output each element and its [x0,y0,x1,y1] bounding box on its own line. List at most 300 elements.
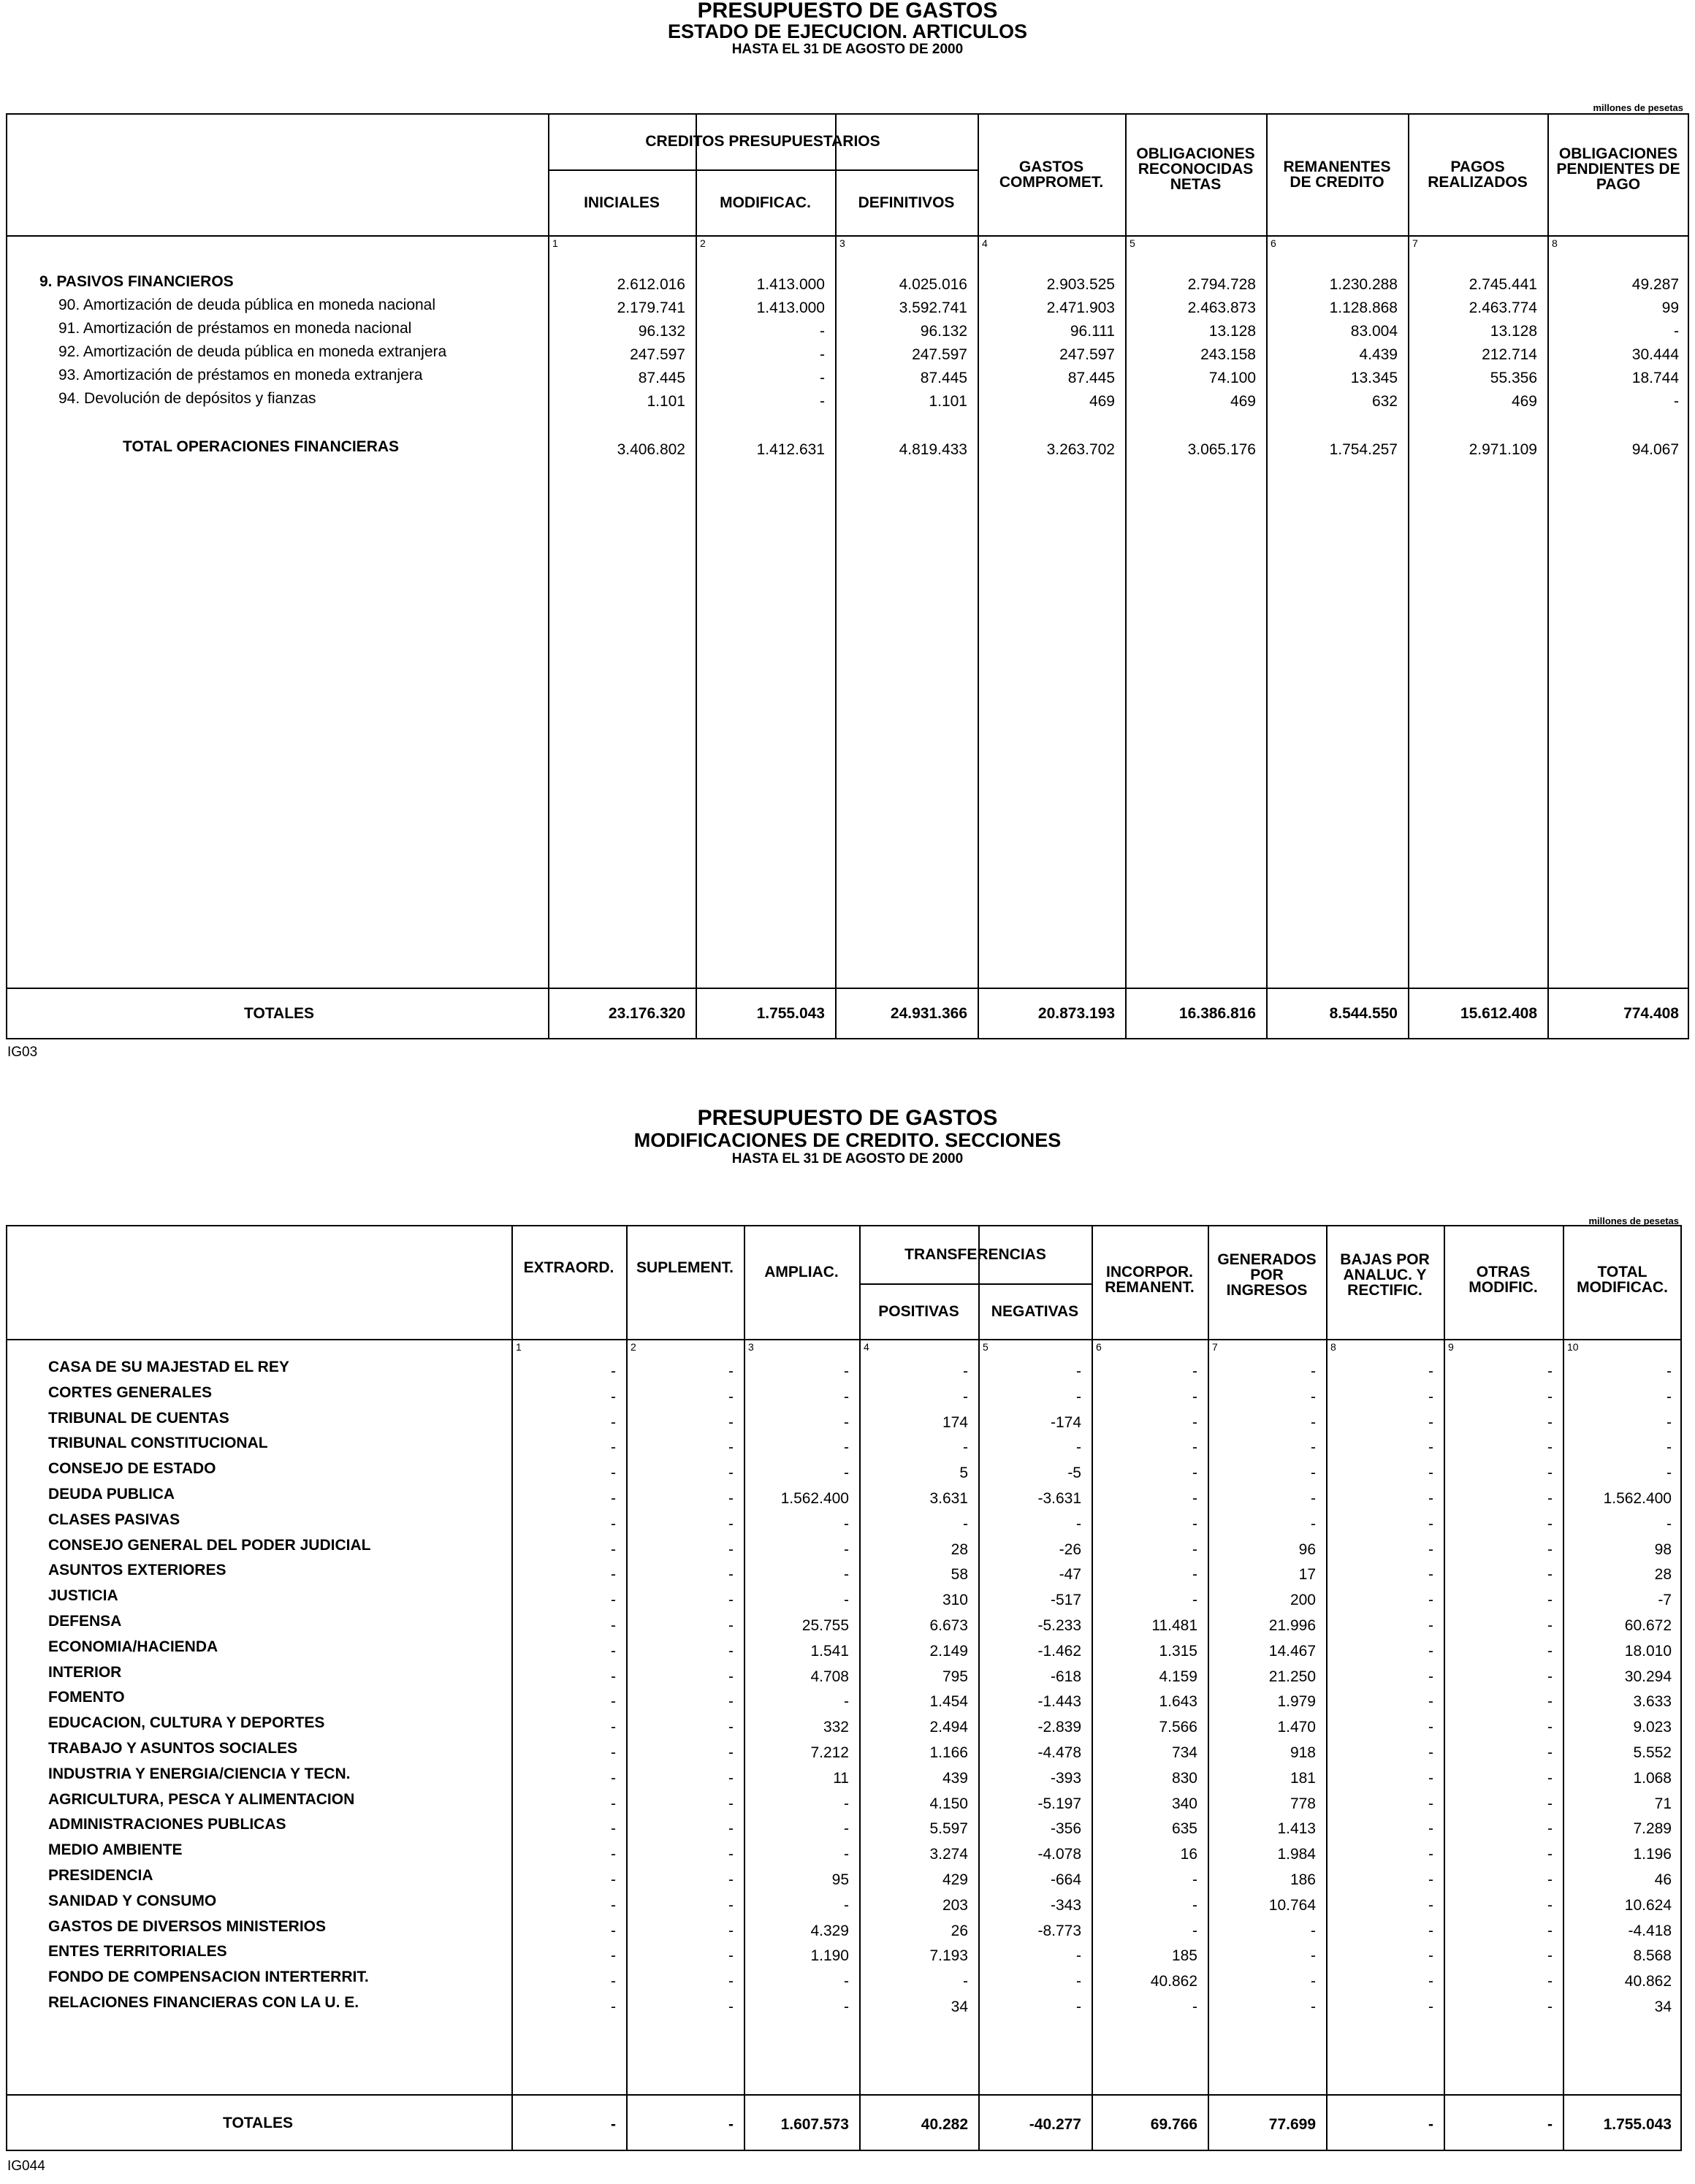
t2-cell: 2.494 [929,1719,968,1736]
t2-cell: 4.329 [810,1922,849,1939]
t2-cell: - [611,1363,616,1380]
t2-cell: - [611,1490,616,1507]
t2-cell: - [1192,1439,1197,1456]
t1-cell: - [820,370,825,386]
t2-cell: 1.541 [810,1642,849,1660]
t1-colnum: 1 [552,237,558,249]
t1-cell: 1.128.868 [1329,299,1398,316]
t2-cell: - [728,1413,734,1431]
t1-head-iniciales-line-1: INICIALES [584,194,660,211]
t1-total-cell: 16.386.816 [1178,1005,1256,1022]
t2-cell: 1.979 [1277,1693,1316,1711]
t1-header-rule [6,235,1689,237]
t2-head-suplement [626,1225,744,1310]
t2-cell: - [1547,1515,1553,1532]
t2-cell: 60.672 [1624,1617,1672,1634]
t2-cell: 1.413 [1277,1820,1316,1838]
t2-total-cell: - [611,2116,616,2133]
t2-cell: 332 [823,1719,849,1736]
t2-head-otras [1444,1225,1563,1335]
t2-cell: - [728,1744,734,1761]
t1-head-iniciales [548,169,696,235]
t2-cell: - [1547,1922,1553,1939]
t1-cell: 96.111 [1070,323,1115,340]
t2-head-generados-line-2: POR [1250,1266,1284,1283]
t1-cell: 1.413.000 [756,276,825,293]
t2-row-label: CONSEJO DE ESTADO [48,1460,216,1478]
t2-cell: - [611,1592,616,1609]
t1-head-obligaciones-line-3: NETAS [1170,176,1222,193]
t2-totals-label: TOTALES [223,2115,294,2131]
t1-total-cell: 8.544.550 [1329,1005,1398,1022]
t2-title [0,1107,1695,1129]
t2-cell: - [611,1413,616,1431]
t2-cell: - [1428,1668,1433,1685]
t2-cell: - [611,1871,616,1888]
t1-cell: 469 [1089,393,1115,410]
t1-cell: - [1674,323,1679,340]
t2-cell: - [728,1540,734,1558]
t2-cell: - [728,1363,734,1380]
t2-cell: - [844,1413,849,1431]
t2-cell: 8.568 [1633,1947,1672,1965]
t1-head-pendientes [1547,113,1689,225]
t1-total-cell: 24.931.366 [890,1005,967,1022]
t2-cell: - [728,1439,734,1456]
t2-cell: - [844,1465,849,1482]
t2-cell: - [611,1896,616,1914]
t1-row-label: 90. Amortización de deuda pública en moneda nacional [58,297,436,313]
t1-cell: 469 [1511,393,1537,410]
t2-cell: - [1547,1820,1553,1838]
t2-cell: 30.294 [1624,1668,1672,1685]
t2-cell: - [1428,1998,1433,2015]
t2-cell: -517 [1050,1592,1081,1609]
t2-cell: -664 [1050,1871,1081,1888]
t2-head-generados-line-3: INGRESOS [1226,1281,1308,1299]
t2-head-incorpor-line-1: INCORPOR. [1105,1264,1193,1280]
t1-row-label: 94. Devolución de depósitos y fianzas [58,390,316,407]
t1-cell: 99 [1661,299,1679,316]
t2-cell: 5.597 [929,1820,968,1838]
t1-cell: 96.132 [920,323,967,340]
t2-cell: - [611,1922,616,1939]
t2-cell: - [728,1871,734,1888]
t2-cell: - [611,1439,616,1456]
t1-cell: 2.971.109 [1469,441,1537,458]
t1-totals-rule [6,988,1689,989]
t1-cell: 94.067 [1631,441,1679,458]
t1-cell: 83.004 [1350,323,1398,340]
t2-cell: 3.631 [929,1490,968,1507]
t2-cell: - [1428,1820,1433,1838]
t2-cell: - [728,1846,734,1863]
t2-cell: -7 [1658,1592,1672,1609]
t2-cell: -343 [1050,1896,1081,1914]
t2-head-extraord [511,1225,626,1310]
t2-cell: 14.467 [1268,1642,1316,1660]
t2-cell: -4.418 [1628,1922,1672,1939]
t2-cell: - [1311,1973,1316,1990]
t2-cell: - [1667,1515,1672,1532]
t2-totals-rule [6,2094,1682,2096]
t2-cell: - [1192,1540,1197,1558]
t2-colnum: 1 [516,1341,522,1353]
t2-cell: 4.708 [810,1668,849,1685]
t2-cell: - [611,1668,616,1685]
t2-code: IG044 [7,2158,45,2174]
t2-head-bajas-line-3: RECTIFIC. [1347,1281,1422,1299]
t2-cell: - [1428,1922,1433,1939]
t2-cell: - [1192,1363,1197,1380]
t1-cell: 1.101 [929,393,967,410]
t2-cell: - [1428,1744,1433,1761]
t2-cell: 186 [1290,1871,1316,1888]
t2-cell: - [1192,1922,1197,1939]
t2-head-generados-line-1: GENERADOS [1217,1251,1317,1268]
t2-cell: 795 [942,1668,968,1685]
t2-cell: - [1547,1465,1553,1482]
t2-cell: - [611,1719,616,1736]
t1-title [0,0,1695,22]
t1-total-cell: 774.408 [1623,1005,1679,1022]
t2-row-label: TRIBUNAL DE CUENTAS [48,1409,229,1427]
t2-head-suplement-line-1: SUPLEMENT. [636,1259,734,1276]
t2-cell: - [1192,1388,1197,1405]
t2-row-label: SANIDAD Y CONSUMO [48,1892,217,1909]
t2-row-label: CONSEJO GENERAL DEL PODER JUDICIAL [48,1536,371,1554]
t2-cell: - [728,1566,734,1584]
t1-colnum: 4 [982,237,988,249]
t1-cell: 2.463.873 [1187,299,1256,316]
t2-head-otras-line-1: OTRAS [1476,1264,1531,1280]
t2-date-text: HASTA EL 31 DE AGOSTO DE 2000 [731,1151,964,1167]
t2-cell: - [844,1566,849,1584]
t2-cell: 25.755 [801,1617,849,1634]
t2-cell: - [1547,1566,1553,1584]
t2-cell: 340 [1171,1795,1197,1812]
t2-cell: - [1428,1363,1433,1380]
t2-cell: - [728,1668,734,1685]
t2-cell: - [1667,1465,1672,1482]
t2-cell: - [1428,1439,1433,1456]
t1-cell: 18.744 [1631,370,1679,386]
t2-head-ampliac [744,1225,859,1318]
t1-total-cell: 15.612.408 [1460,1005,1537,1022]
t2-cell: - [611,1465,616,1482]
t2-cell: - [1311,1413,1316,1431]
t1-head-creditos-line-1: CREDITOS PRESUPUESTARIOS [645,133,880,150]
t2-cell: - [1192,1871,1197,1888]
t2-cell: 1.470 [1277,1719,1316,1736]
t1-cell: 469 [1230,393,1256,410]
t2-cell: 96 [1298,1540,1316,1558]
t2-row-label: ENTES TERRITORIALES [48,1943,227,1960]
t1-col-rule [1266,113,1268,1039]
t2-cell: - [844,1896,849,1914]
t2-cell: - [1547,1795,1553,1812]
t2-cell: 1.643 [1159,1693,1197,1711]
t2-cell: 7.193 [929,1947,968,1965]
t2-total-cell: 69.766 [1150,2116,1197,2133]
t2-cell: 310 [942,1592,968,1609]
t2-cell: - [611,1846,616,1863]
t2-cell: - [728,1693,734,1711]
t2-cell: - [1428,1465,1433,1482]
t2-cell: - [1192,1592,1197,1609]
t2-cell: - [1547,1439,1553,1456]
t2-cell: - [1192,1413,1197,1431]
t2-cell: - [1428,1566,1433,1584]
t2-cell: - [1428,1896,1433,1914]
t1-colnum: 3 [839,237,845,249]
t2-cell: 4.159 [1159,1668,1197,1685]
t2-cell: - [1428,1592,1433,1609]
t2-cell: - [1428,1973,1433,1990]
t1-cell: 49.287 [1631,276,1679,293]
t2-cell: - [728,1388,734,1405]
t2-cell: - [844,1820,849,1838]
t2-cell: - [1428,1795,1433,1812]
t2-cell: - [1428,1846,1433,1863]
t1-date-text: HASTA EL 31 DE AGOSTO DE 2000 [731,42,964,57]
t1-head-gastos-line-2: COMPROMET. [999,173,1104,191]
t2-cell: - [1311,1922,1316,1939]
t2-cell: - [1311,1947,1316,1965]
t2-head-generados [1208,1225,1326,1324]
t1-head-pagos-line-2: REALIZADOS [1428,173,1528,191]
t2-cell: - [1192,1490,1197,1507]
t2-head-negativas-line-1: NEGATIVAS [991,1302,1079,1320]
t2-cell: 26 [951,1922,968,1939]
t2-cell: - [1547,1388,1553,1405]
t2-row-label: DEUDA PUBLICA [48,1486,175,1503]
t2-cell: - [1076,1515,1081,1532]
t1-col-rule [696,113,697,1039]
t2-total-cell: 77.699 [1268,2116,1316,2133]
t2-cell: 1.068 [1633,1769,1672,1787]
t2-cell: - [844,1846,849,1863]
t1-cell: - [820,393,825,410]
t1-cell: 13.128 [1208,323,1256,340]
t2-cell: - [1547,1490,1553,1507]
t2-cell: - [1428,1413,1433,1431]
t2-cell: - [1311,1998,1316,2015]
t2-cell: 203 [942,1896,968,1914]
t1-cell: 1.413.000 [756,299,825,316]
t1-cell: 1.754.257 [1329,441,1398,458]
t2-cell: - [728,1465,734,1482]
t2-cell: -174 [1050,1413,1081,1431]
t1-cell: 87.445 [920,370,967,386]
t2-cell: - [1547,1668,1553,1685]
t1-col-rule [548,113,549,1039]
t2-cell: -1.443 [1037,1693,1081,1711]
t2-head-positivas [859,1283,978,1339]
t2-cell: - [1667,1363,1672,1380]
t2-cell: - [611,1820,616,1838]
t2-row-label: GASTOS DE DIVERSOS MINISTERIOS [48,1917,327,1935]
t2-cell: 1.984 [1277,1846,1316,1863]
t2-cell: - [1192,1515,1197,1532]
t2-cell: - [1311,1363,1316,1380]
t1-colnum: 6 [1271,237,1276,249]
t1-row-label: 93. Amortización de préstamos en moneda extranjera [58,367,423,383]
t1-head-pendientes-line-1: OBLIGACIONES [1558,145,1678,162]
t2-cell: 58 [951,1566,968,1584]
t2-cell: - [1547,1846,1553,1863]
t2-cell: - [728,1820,734,1838]
t2-cell: - [611,1973,616,1990]
t1-cell: 30.444 [1631,346,1679,363]
t2-cell: 95 [831,1871,849,1888]
t2-subtitle [0,1130,1695,1150]
t2-total-cell: - [1428,2116,1433,2133]
t2-total-cell: - [728,2116,734,2133]
t2-cell: 17 [1298,1566,1316,1584]
t2-cell: - [844,1540,849,1558]
t2-row-label: CLASES PASIVAS [48,1511,180,1528]
t2-cell: -1.462 [1037,1642,1081,1660]
t2-head-incorpor [1092,1225,1208,1335]
t2-total-cell: -40.277 [1029,2116,1081,2133]
t1-cell: 4.819.433 [899,441,967,458]
t2-head-total-line-1: TOTAL [1597,1264,1648,1280]
t1-head-obligaciones [1125,113,1266,225]
t2-cell: 181 [1290,1769,1316,1787]
t2-row-label: INTERIOR [48,1663,122,1681]
t2-cell: - [844,1592,849,1609]
t2-cell: - [728,1719,734,1736]
t2-row-label: FOMENTO [48,1689,125,1706]
t2-cell: - [1428,1871,1433,1888]
t2-cell: - [1428,1388,1433,1405]
t2-cell: - [1547,1363,1553,1380]
t2-row-label: RELACIONES FINANCIERAS CON LA U. E. [48,1994,359,2011]
t2-cell: - [844,1795,849,1812]
t1-cell: 74.100 [1208,370,1256,386]
t2-cell: 7.566 [1159,1719,1197,1736]
t1-cell: 4.025.016 [899,276,967,293]
t1-total-cell: 20.873.193 [1037,1005,1115,1022]
t2-cell: - [728,1490,734,1507]
t2-cell: 11 [833,1769,849,1787]
t2-cell: - [611,1769,616,1787]
t1-cell: 3.263.702 [1046,441,1115,458]
t2-cell: -393 [1050,1769,1081,1787]
t1-row-label: 9. PASIVOS FINANCIEROS [39,273,234,290]
t2-cell: 7.289 [1633,1820,1672,1838]
t1-cell: 13.345 [1350,370,1398,386]
t2-cell: - [1076,1363,1081,1380]
t1-cell: 2.794.728 [1187,276,1256,293]
t2-cell: - [1311,1388,1316,1405]
t2-cell: 1.190 [810,1947,849,1965]
t2-colnum: 5 [983,1341,989,1353]
t1-cell: 3.592.741 [899,299,967,316]
t2-cell: - [1311,1439,1316,1456]
t2-cell: - [1311,1465,1316,1482]
t2-cell: - [844,1693,849,1711]
t2-cell: 34 [951,1998,968,2015]
t2-cell: - [963,1363,968,1380]
t2-cell: 18.010 [1624,1642,1672,1660]
t1-head-obligaciones-line-1: OBLIGACIONES [1136,145,1255,162]
t2-cell: 5 [959,1465,968,1482]
t2-cell: 98 [1654,1540,1672,1558]
t2-cell: - [728,1973,734,1990]
t1-cell: 1.101 [647,393,685,410]
t1-cell: 2.612.016 [617,276,685,293]
t2-cell: - [1192,1465,1197,1482]
t2-cell: - [1076,1973,1081,1990]
t1-cell: 3.406.802 [617,441,685,458]
t2-cell: 21.250 [1268,1668,1316,1685]
t1-cell: - [1674,393,1679,410]
t2-head-bajas [1326,1225,1444,1324]
t2-cell: - [844,1998,849,2015]
t2-head-transferencias [859,1225,1092,1283]
t2-cell: - [1547,1998,1553,2015]
t2-cell: 4.150 [929,1795,968,1812]
t1-cell: 632 [1371,393,1398,410]
t2-cell: - [1547,1769,1553,1787]
t2-cell: - [611,1642,616,1660]
t2-total-cell: 40.282 [921,2116,968,2133]
t2-total-cell: - [1547,2116,1553,2133]
t2-cell: - [1547,1592,1553,1609]
t2-colnum: 2 [631,1341,636,1353]
t2-cell: 6.673 [929,1617,968,1634]
t2-cell: 1.562.400 [780,1490,849,1507]
t1-cell: 3.065.176 [1187,441,1256,458]
t2-row-label: INDUSTRIA Y ENERGIA/CIENCIA Y TECN. [48,1765,351,1782]
t1-cell: 1.230.288 [1329,276,1398,293]
t2-cell: - [728,1515,734,1532]
t2-cell: 635 [1171,1820,1197,1838]
t2-cell: - [1192,1896,1197,1914]
t2-row-label: CASA DE SU MAJESTAD EL REY [48,1359,289,1375]
t2-row-label: PRESIDENCIA [48,1867,153,1884]
t1-col-rule [1125,113,1127,1039]
t2-cell: - [611,1540,616,1558]
t2-cell: - [1428,1617,1433,1634]
t1-head-pagos-line-1: PAGOS [1450,158,1505,175]
t2-cell: 16 [1180,1846,1197,1863]
t2-colnum: 10 [1567,1341,1579,1353]
t1-col-rule [978,113,979,1039]
t2-cell: - [1428,1642,1433,1660]
t2-cell: - [1311,1515,1316,1532]
t2-cell: - [1667,1413,1672,1431]
t2-cell: 830 [1171,1769,1197,1787]
t2-cell: - [1076,1998,1081,2015]
t2-cell: -8.773 [1037,1922,1081,1939]
t2-cell: 1.454 [929,1693,968,1711]
t2-cell: -4.078 [1037,1846,1081,1863]
t2-cell: 7.212 [810,1744,849,1761]
t1-cell: 247.597 [630,346,685,363]
t2-row-label: ECONOMIA/HACIENDA [48,1638,218,1655]
t2-head-bajas-line-2: ANALUC. Y [1343,1266,1427,1283]
t2-cell: - [963,1388,968,1405]
t2-colnum: 9 [1448,1341,1454,1353]
t2-cell: - [1667,1439,1672,1456]
t1-cell: 13.128 [1490,323,1537,340]
t2-cell: - [1428,1769,1433,1787]
t2-cell: - [1428,1719,1433,1736]
t2-cell: 429 [942,1871,968,1888]
